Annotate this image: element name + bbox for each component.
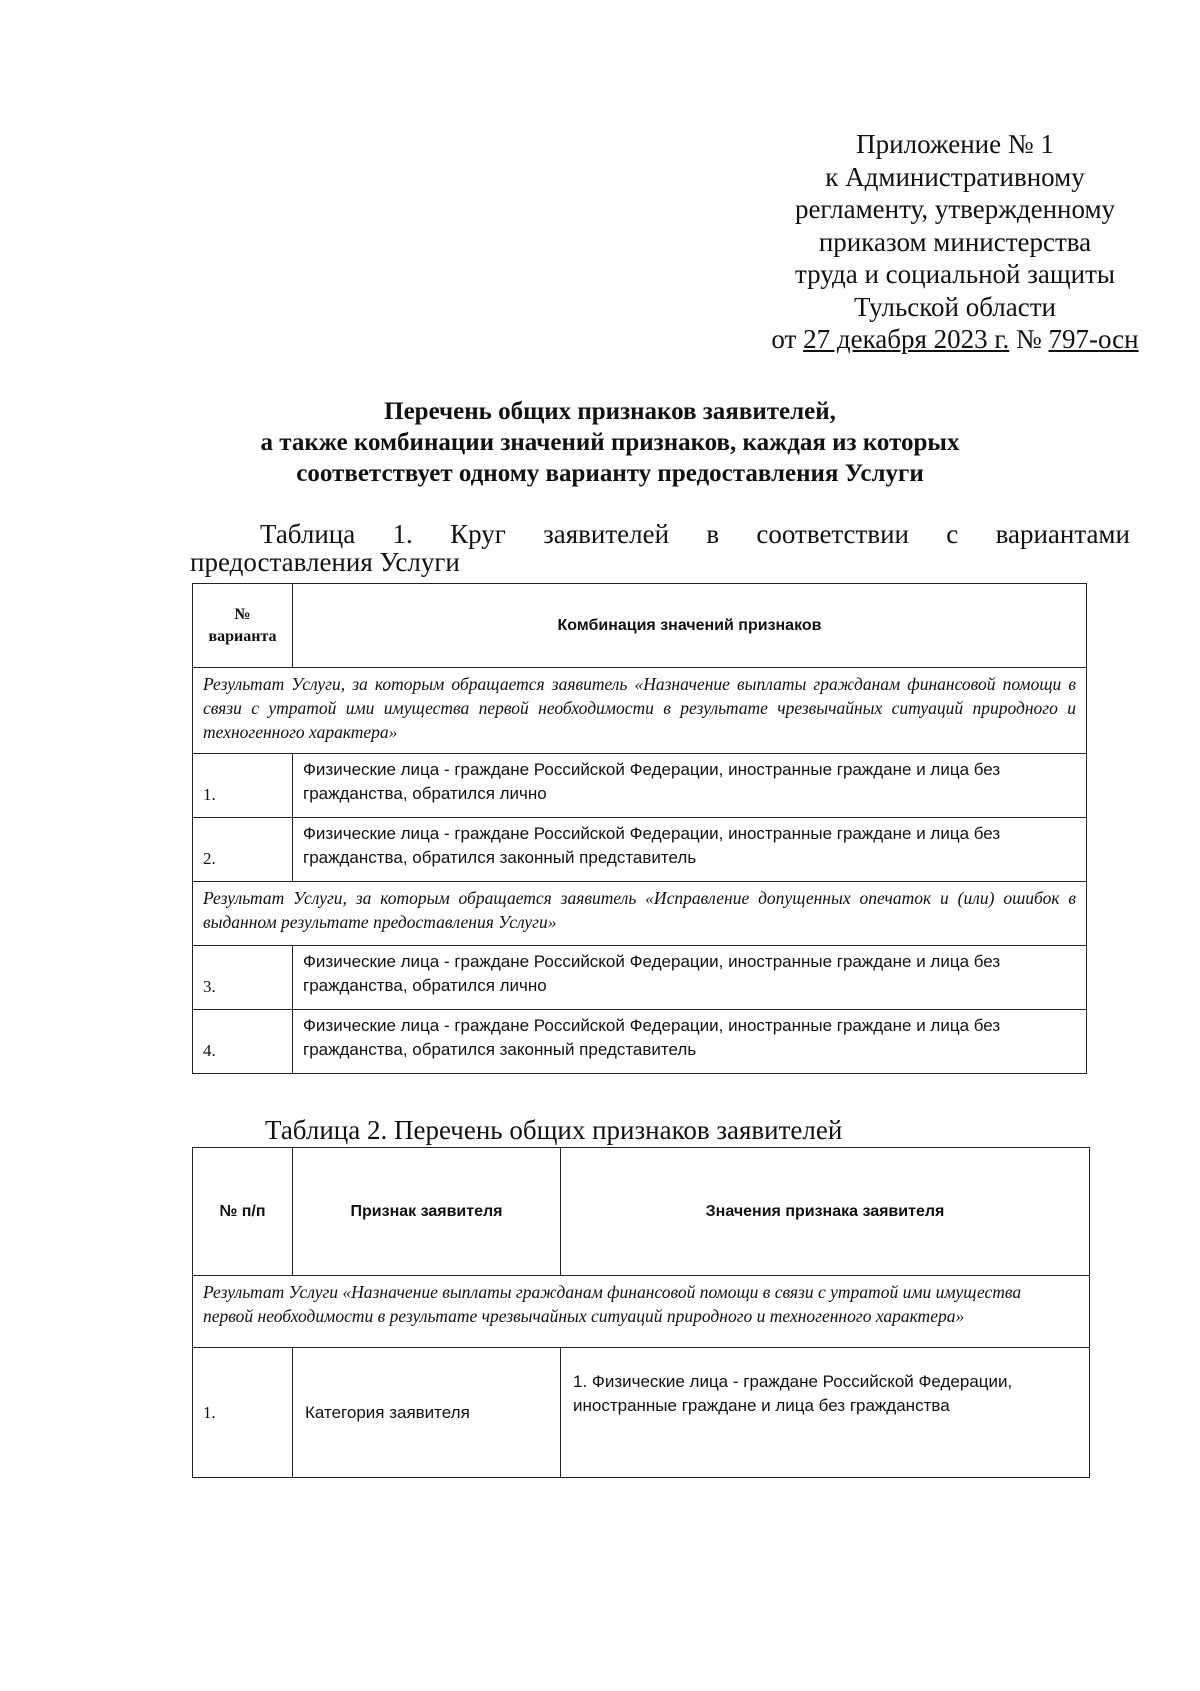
group-row (193, 668, 1087, 754)
group-title: Результат Услуги «Назначение выплаты гражданам финансовой помощи в связи с утратой ими имущества первой необходимости в результате чрезвычайных ситуаций природного и техногенного характера» (193, 1276, 1090, 1348)
row-text: Физические лица - граждане Российской Федерации, иностранные граждане и лица без гражданства, обратился лично (293, 946, 1087, 1010)
appendix-line-4: приказом министерства (818, 226, 1092, 257)
caption-word: в (706, 519, 720, 549)
header-values: Значения признака заявителя (561, 1148, 1090, 1276)
appendix-header (760, 128, 1150, 356)
table-row (193, 1010, 1087, 1074)
caption-word: заявителей (543, 519, 670, 549)
row-number: 1. (193, 754, 293, 818)
table-row (193, 818, 1087, 882)
header-attribute: Признак заявителя (293, 1148, 561, 1276)
group-title: Результат Услуги, за которым обращается заявитель «Назначение выплаты гражданам финансовой помощи в связи с утратой ими имущества первой необходимости в результате чрезвычайных ситуаций природного и техногенного характера» (193, 668, 1087, 754)
table-row (193, 946, 1087, 1010)
title-line-2: а также комбинации значений признаков, каждая из которых (260, 429, 960, 456)
table2 (192, 1147, 1090, 1478)
caption-word: вариантами (995, 519, 1130, 549)
appendix-line-6: Тульской области (854, 291, 1056, 322)
row-text: Физические лица - граждане Российской Федерации, иностранные граждане и лица без гражданства, обратился законный представитель (293, 1010, 1087, 1074)
caption-word: соответствии (756, 519, 909, 549)
table1-caption (190, 520, 1130, 576)
caption-word: 1. (392, 519, 413, 549)
appendix-line-3: регламенту, утвержденному (794, 194, 1116, 224)
appendix-line-1: Приложение № 1 (856, 129, 1054, 159)
appendix-line-5: труда и социальной защиты (794, 259, 1116, 289)
table-row (193, 754, 1087, 818)
row-text: Физические лица - граждане Российской Федерации, иностранные граждане и лица без гражданства, обратился лично (293, 754, 1087, 818)
title-line-1: Перечень общих признаков заявителей, (384, 398, 836, 425)
header-number: № п/п (193, 1148, 293, 1276)
title-line-3: соответствует одному варианту предоставления Услуги (296, 460, 924, 487)
row-text: Физические лица - граждане Российской Федерации, иностранные граждане и лица без гражданства, обратился законный представитель (293, 818, 1087, 882)
caption-word: Круг (450, 519, 506, 549)
caption-word: Таблица (260, 519, 356, 549)
table-header-row (193, 1148, 1090, 1276)
row-attribute: Категория заявителя (293, 1348, 561, 1478)
caption-word: с (946, 519, 959, 549)
appendix-date-prefix: от (771, 324, 797, 354)
appendix-date-line (760, 323, 1150, 356)
row-number: 1. (193, 1348, 293, 1478)
document-title (160, 396, 1060, 489)
group-row (193, 882, 1087, 946)
group-title: Результат Услуги, за которым обращается заявитель «Исправление допущенных опечаток и (или) ошибок в выданном результате предоставления Услуги» (193, 882, 1087, 946)
appendix-number: 797-осн (1048, 324, 1139, 354)
row-number: 2. (193, 818, 293, 882)
row-value: 1. Физические лица - граждане Российской Федерации, иностранные граждане и лица без гражданства (561, 1348, 1090, 1478)
table-header-row (193, 584, 1087, 668)
appendix-line-2: к Административному (825, 161, 1085, 192)
table2-caption: Таблица 2. Перечень общих признаков заявителей (265, 1115, 843, 1145)
group-row (193, 1276, 1090, 1348)
row-number: 3. (193, 946, 293, 1010)
table1-caption-line-1 (190, 520, 1130, 548)
table-row (193, 1348, 1090, 1478)
header-variant-number: № варианта (193, 584, 293, 668)
table1 (192, 583, 1087, 1074)
appendix-number-sign: № (1015, 324, 1042, 354)
table1-caption-line-2: предоставления Услуги (190, 547, 460, 577)
row-number: 4. (193, 1010, 293, 1074)
header-combination: Комбинация значений признаков (293, 584, 1087, 668)
appendix-date: 27 декабря 2023 г. (803, 324, 1010, 354)
